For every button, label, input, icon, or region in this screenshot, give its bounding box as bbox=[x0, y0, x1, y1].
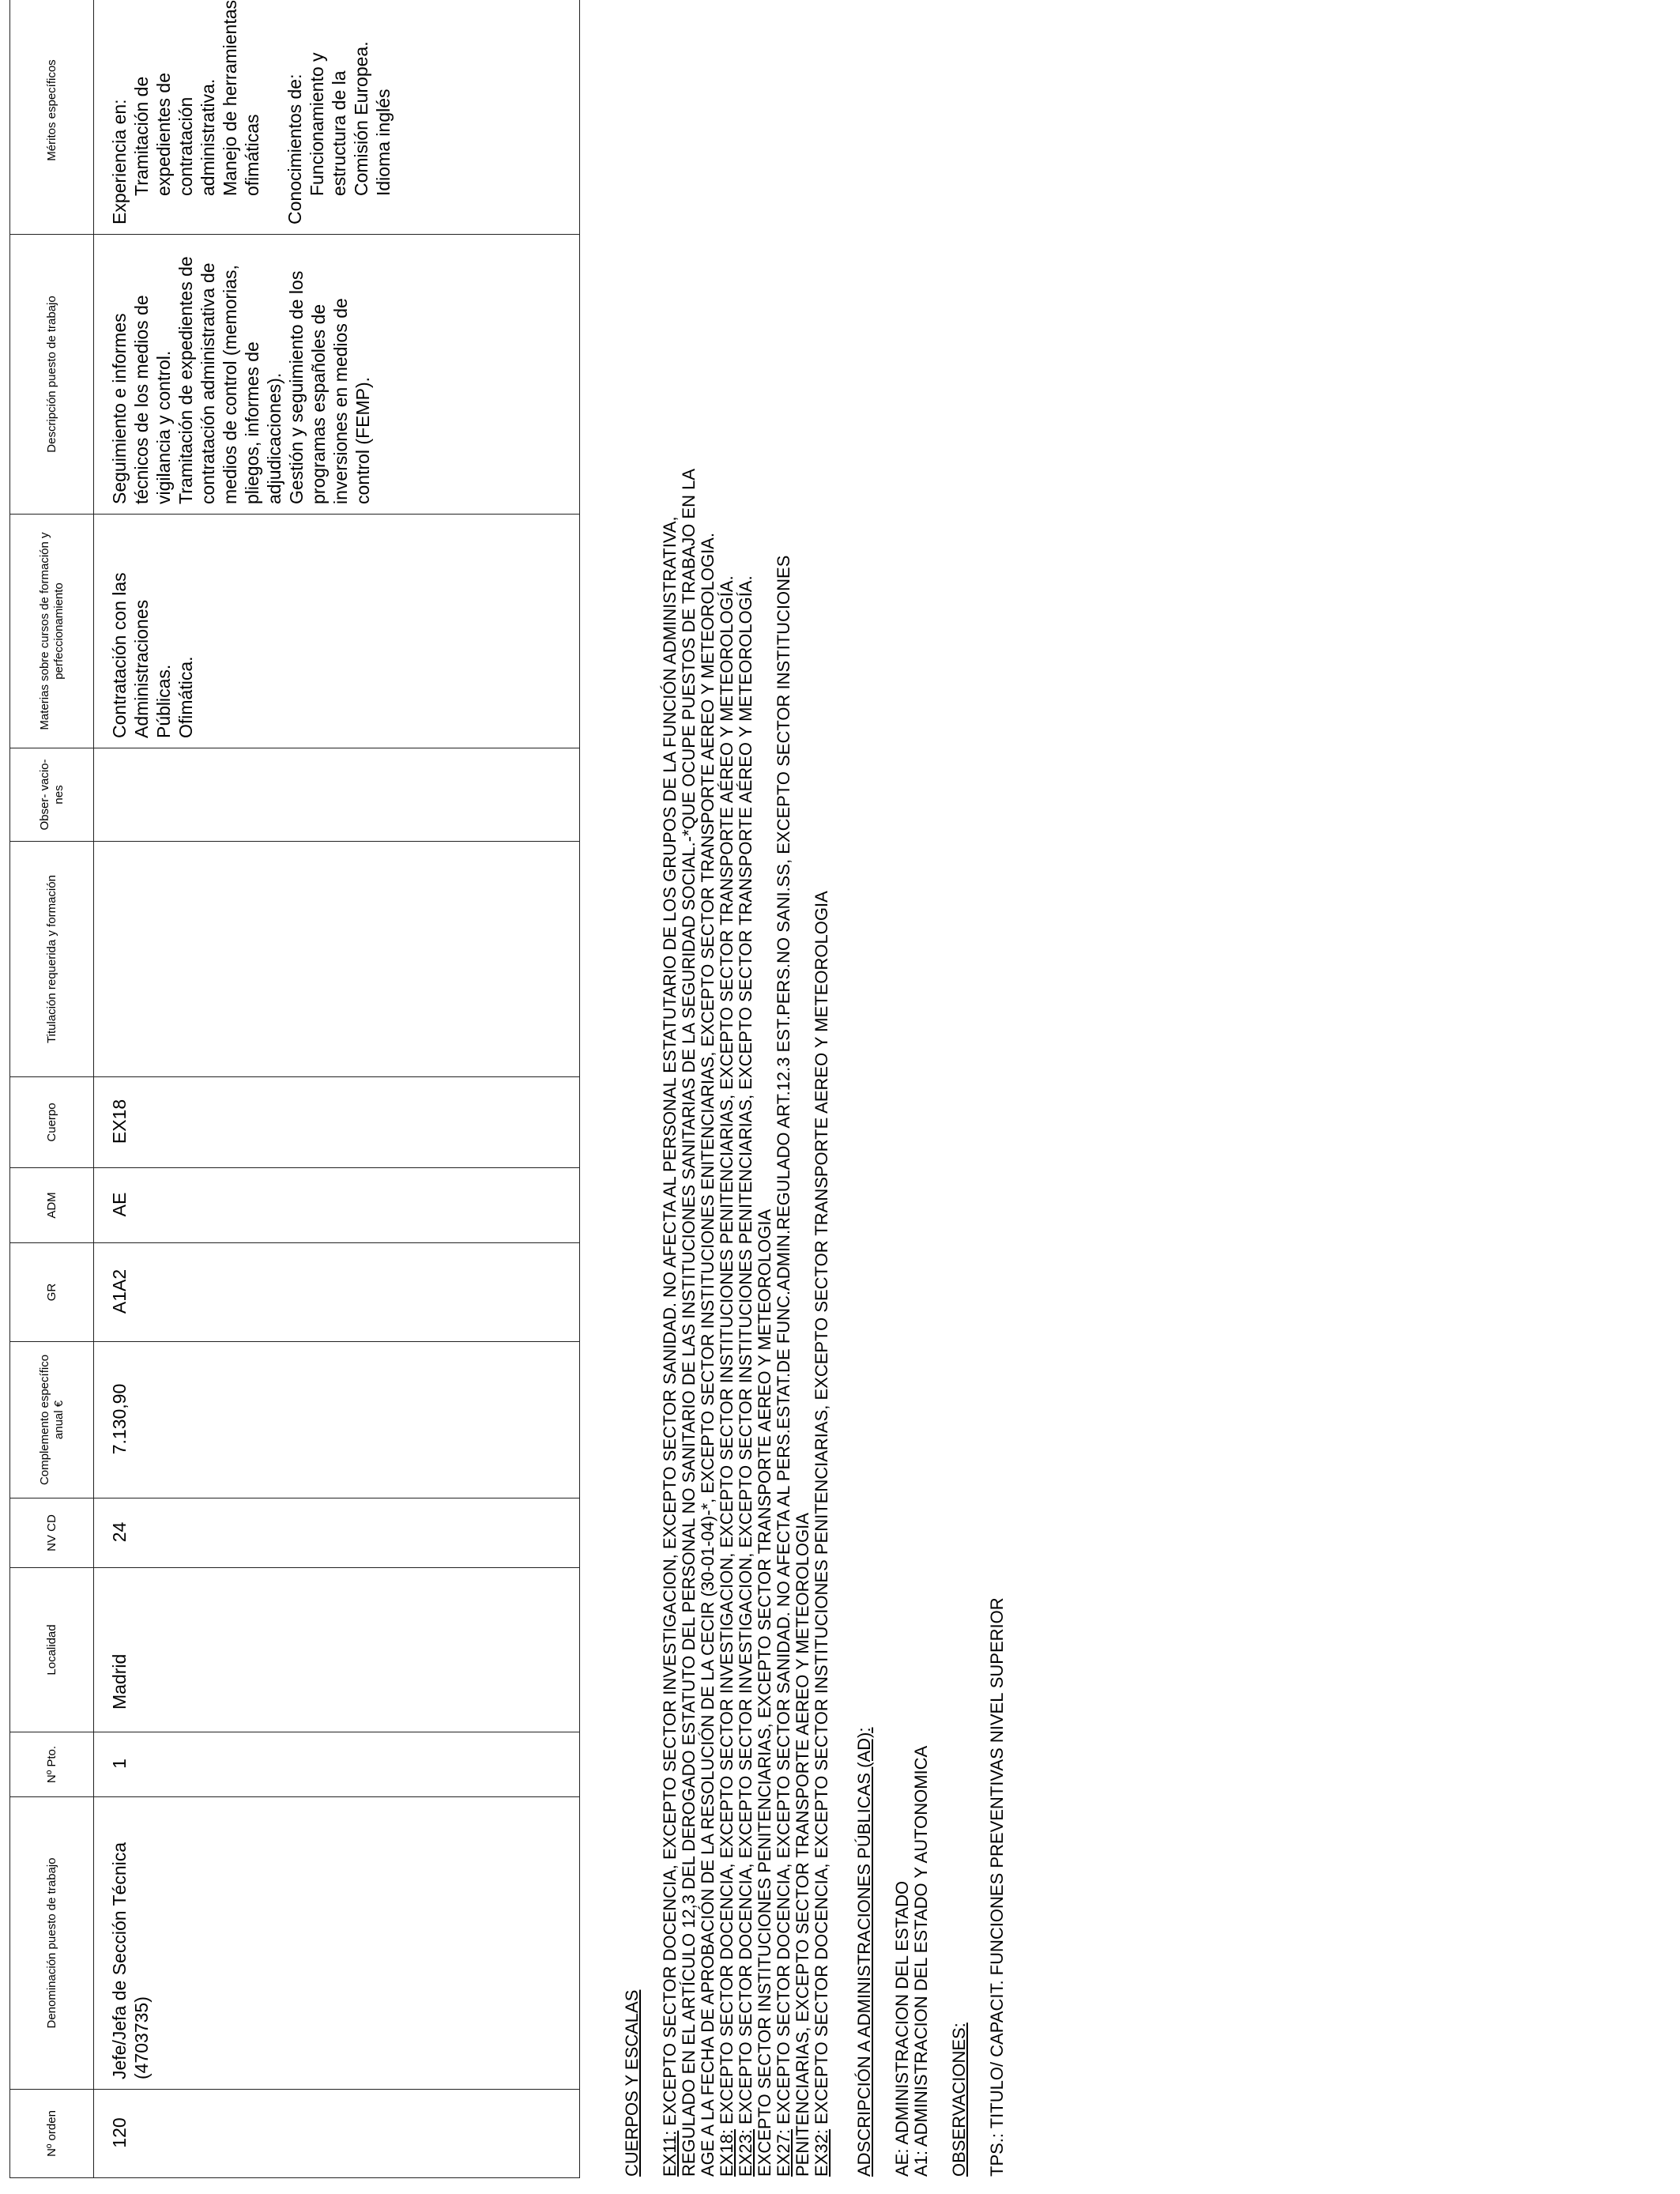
meritos-experiencia-item: Manejo de herramientas ofimáticas bbox=[220, 0, 262, 196]
ex18-text: EXCEPTO SECTOR DOCENCIA, EXCEPTO SECTOR INVESTIGACION, EXCEPTO SECTOR INSTITUCIONES PENITENCIARIAS, EXCEPTO SECTOR TRANSPORTE AÉREO Y METEOROLOGÍA. bbox=[717, 575, 736, 2130]
header-denominacion: Denominación puesto de trabajo bbox=[10, 1797, 94, 2090]
cell-localidad: Madrid bbox=[94, 1568, 580, 1732]
ex23-line: EXCEPTO SECTOR INSTITUCIONES PENITENCIARIAS, EXCEPTO SECTOR TRANSPORTE AEREO Y METEOROLOGIA bbox=[755, 1208, 774, 2177]
ex23-note bbox=[736, 27, 755, 2177]
cell-descripcion bbox=[94, 235, 580, 515]
ex32-code: EX32: bbox=[812, 2129, 831, 2177]
table-header-row bbox=[10, 0, 94, 2178]
header-titulacion: Titulación requerida y formación bbox=[10, 842, 94, 1077]
tps-note: TPS.: TITULO/ CAPACIT. FUNCIONES PREVENTIVAS NIVEL SUPERIOR bbox=[987, 1597, 1007, 2177]
ex11-code: EX11: bbox=[660, 2130, 680, 2177]
ex11-note bbox=[661, 27, 680, 2177]
meritos-conocimientos-item: Funcionamiento y estructura de la Comisión Europea. bbox=[307, 41, 371, 196]
header-pto: Nº Pto. bbox=[10, 1732, 94, 1797]
ex32-note bbox=[812, 27, 831, 2177]
ex27-line: EXCEPTO SECTOR DOCENCIA, EXCEPTO SECTOR SANIDAD. NO AFECTA AL PERS.ESTAT.DE FUNC.ADMIN.REGULADO ART.12.3 EST.PERS.NO SANI.SS, EXCEPTO SECTOR INSTITUCIONES bbox=[774, 555, 793, 2130]
ex11-line: AGE A LA FECHA DE APROBACIÓN DE LA RESOLUCIÓN DE LA CECIR (30-01-04)-*, EXCEPTO SECTOR INSTITUCIONES ENITENCIARIAS, EXCEPTO SECTOR TRANSPORTE AEREO Y METEOROLOGIA. bbox=[698, 533, 718, 2177]
cell-adm: AE bbox=[94, 1168, 580, 1243]
header-orden: Nº orden bbox=[10, 2090, 94, 2178]
cell-complemento: 7.130,90 bbox=[94, 1342, 580, 1498]
ex18-note bbox=[718, 27, 736, 2177]
cell-orden: 120 bbox=[94, 2090, 580, 2178]
cell-gr: A1A2 bbox=[94, 1243, 580, 1342]
header-observaciones: Obser- vacio- nes bbox=[10, 748, 94, 842]
notes-section bbox=[623, 27, 1007, 2177]
cuerpos-title: CUERPOS Y ESCALAS bbox=[622, 1989, 642, 2177]
cell-denominacion: Jefe/Jefa de Sección Técnica (4703735) bbox=[94, 1797, 580, 2090]
meritos-experiencia-item: Tramitación de expedientes de contratación administrativa. bbox=[131, 72, 218, 196]
header-gr: GR bbox=[10, 1243, 94, 1342]
header-descripcion: Descripción puesto de trabajo bbox=[10, 235, 94, 515]
cell-nivel: 24 bbox=[94, 1498, 580, 1568]
ex18-code: EX18: bbox=[717, 2129, 736, 2177]
header-meritos: Méritos específicos bbox=[10, 0, 94, 235]
job-positions-table bbox=[9, 0, 580, 2178]
header-localidad: Localidad bbox=[10, 1568, 94, 1732]
cell-observaciones bbox=[94, 748, 580, 842]
ex32-text: EXCEPTO SECTOR DOCENCIA, EXCEPTO SECTOR INSTITUCIONES PENITENCIARIAS, EXCEPTO SECTOR TRANSPORTE AEREO Y METEOROLOGIA bbox=[812, 891, 831, 2130]
meritos-conocimientos-title: Conocimientos de: bbox=[284, 74, 305, 224]
ex11-line: EXCEPTO SECTOR DOCENCIA, EXCEPTO SECTOR INVESTIGACION, EXCEPTO SECTOR SANIDAD. NO AFECTA AL PERSONAL ESTATUTARIO DE LOS GRUPOS DE LA FUNCIÓN ADMINISTRATIVA, bbox=[660, 516, 680, 2131]
descripcion-item: Tramitación de expedientes de contratación administrativa de medios de control (memorias, pliegos, informes de adjudicaciones). bbox=[175, 256, 284, 504]
ex23-line: EXCEPTO SECTOR DOCENCIA, EXCEPTO SECTOR INVESTIGACION, EXCEPTO SECTOR INSTITUCIONES PENITENCIARIAS, EXCEPTO SECTOR TRANSPORTE AÉREO Y METEOROLOGÍA. bbox=[736, 575, 755, 2130]
cell-meritos bbox=[94, 0, 580, 235]
meritos-conocimientos-item: Idioma inglés bbox=[373, 89, 394, 196]
meritos-spacer bbox=[263, 0, 284, 224]
ex27-code: EX27: bbox=[774, 2129, 793, 2177]
header-adm: ADM bbox=[10, 1168, 94, 1243]
meritos-experiencia-title: Experiencia en: bbox=[109, 99, 130, 224]
header-cuerpo: Cuerpo bbox=[10, 1077, 94, 1168]
cell-materias bbox=[94, 515, 580, 748]
header-materias: Materias sobre cursos de formación y perfeccionamiento bbox=[10, 515, 94, 748]
observaciones-title: OBSERVACIONES: bbox=[949, 2022, 969, 2177]
header-nivel: NV CD bbox=[10, 1498, 94, 1568]
materias-item: Contratación con las Administraciones Públicas. bbox=[109, 572, 174, 738]
ex23-code: EX23: bbox=[736, 2129, 755, 2177]
descripcion-item: Gestión y seguimiento de los programas españoles de inversiones en medios de control (FEMP). bbox=[286, 270, 373, 504]
adscripcion-item: AE: ADMINISTRACION DEL ESTADO bbox=[892, 1880, 912, 2177]
table-row bbox=[94, 0, 580, 2178]
adscripcion-item: A1: ADMINISTRACION DEL ESTADO Y AUTONOMICA bbox=[911, 1745, 931, 2177]
ex11-line: REGULADO EN EL ARTÍCULO 12,3 DEL DEROGADO ESTATUTO DEL PERSONAL NO SANITARIO DE LAS INSTITUCIONES SANITARIAS DE LA SEGURIDAD SOCIAL.-*QUE OCUPE PUESTOS DE TRABAJO EN LA bbox=[679, 468, 699, 2177]
adscripcion-title: ADSCRIPCIÓN A ADMINISTRACIONES PÚBLICAS (AD): bbox=[854, 1727, 874, 2177]
cell-titulacion bbox=[94, 842, 580, 1077]
materias-item: Ofimática. bbox=[175, 656, 196, 738]
cell-cuerpo: EX18 bbox=[94, 1077, 580, 1168]
cell-pto: 1 bbox=[94, 1732, 580, 1797]
descripcion-item: Seguimiento e informes técnicos de los medios de vigilancia y control. bbox=[109, 295, 174, 504]
ex27-note bbox=[774, 27, 793, 2177]
ex27-line: PENITENCIARIAS, EXCEPTO SECTOR TRANSPORTE AEREO Y METEOROLOGIA bbox=[793, 1513, 812, 2177]
header-complemento: Complemento específico anual € bbox=[10, 1342, 94, 1498]
